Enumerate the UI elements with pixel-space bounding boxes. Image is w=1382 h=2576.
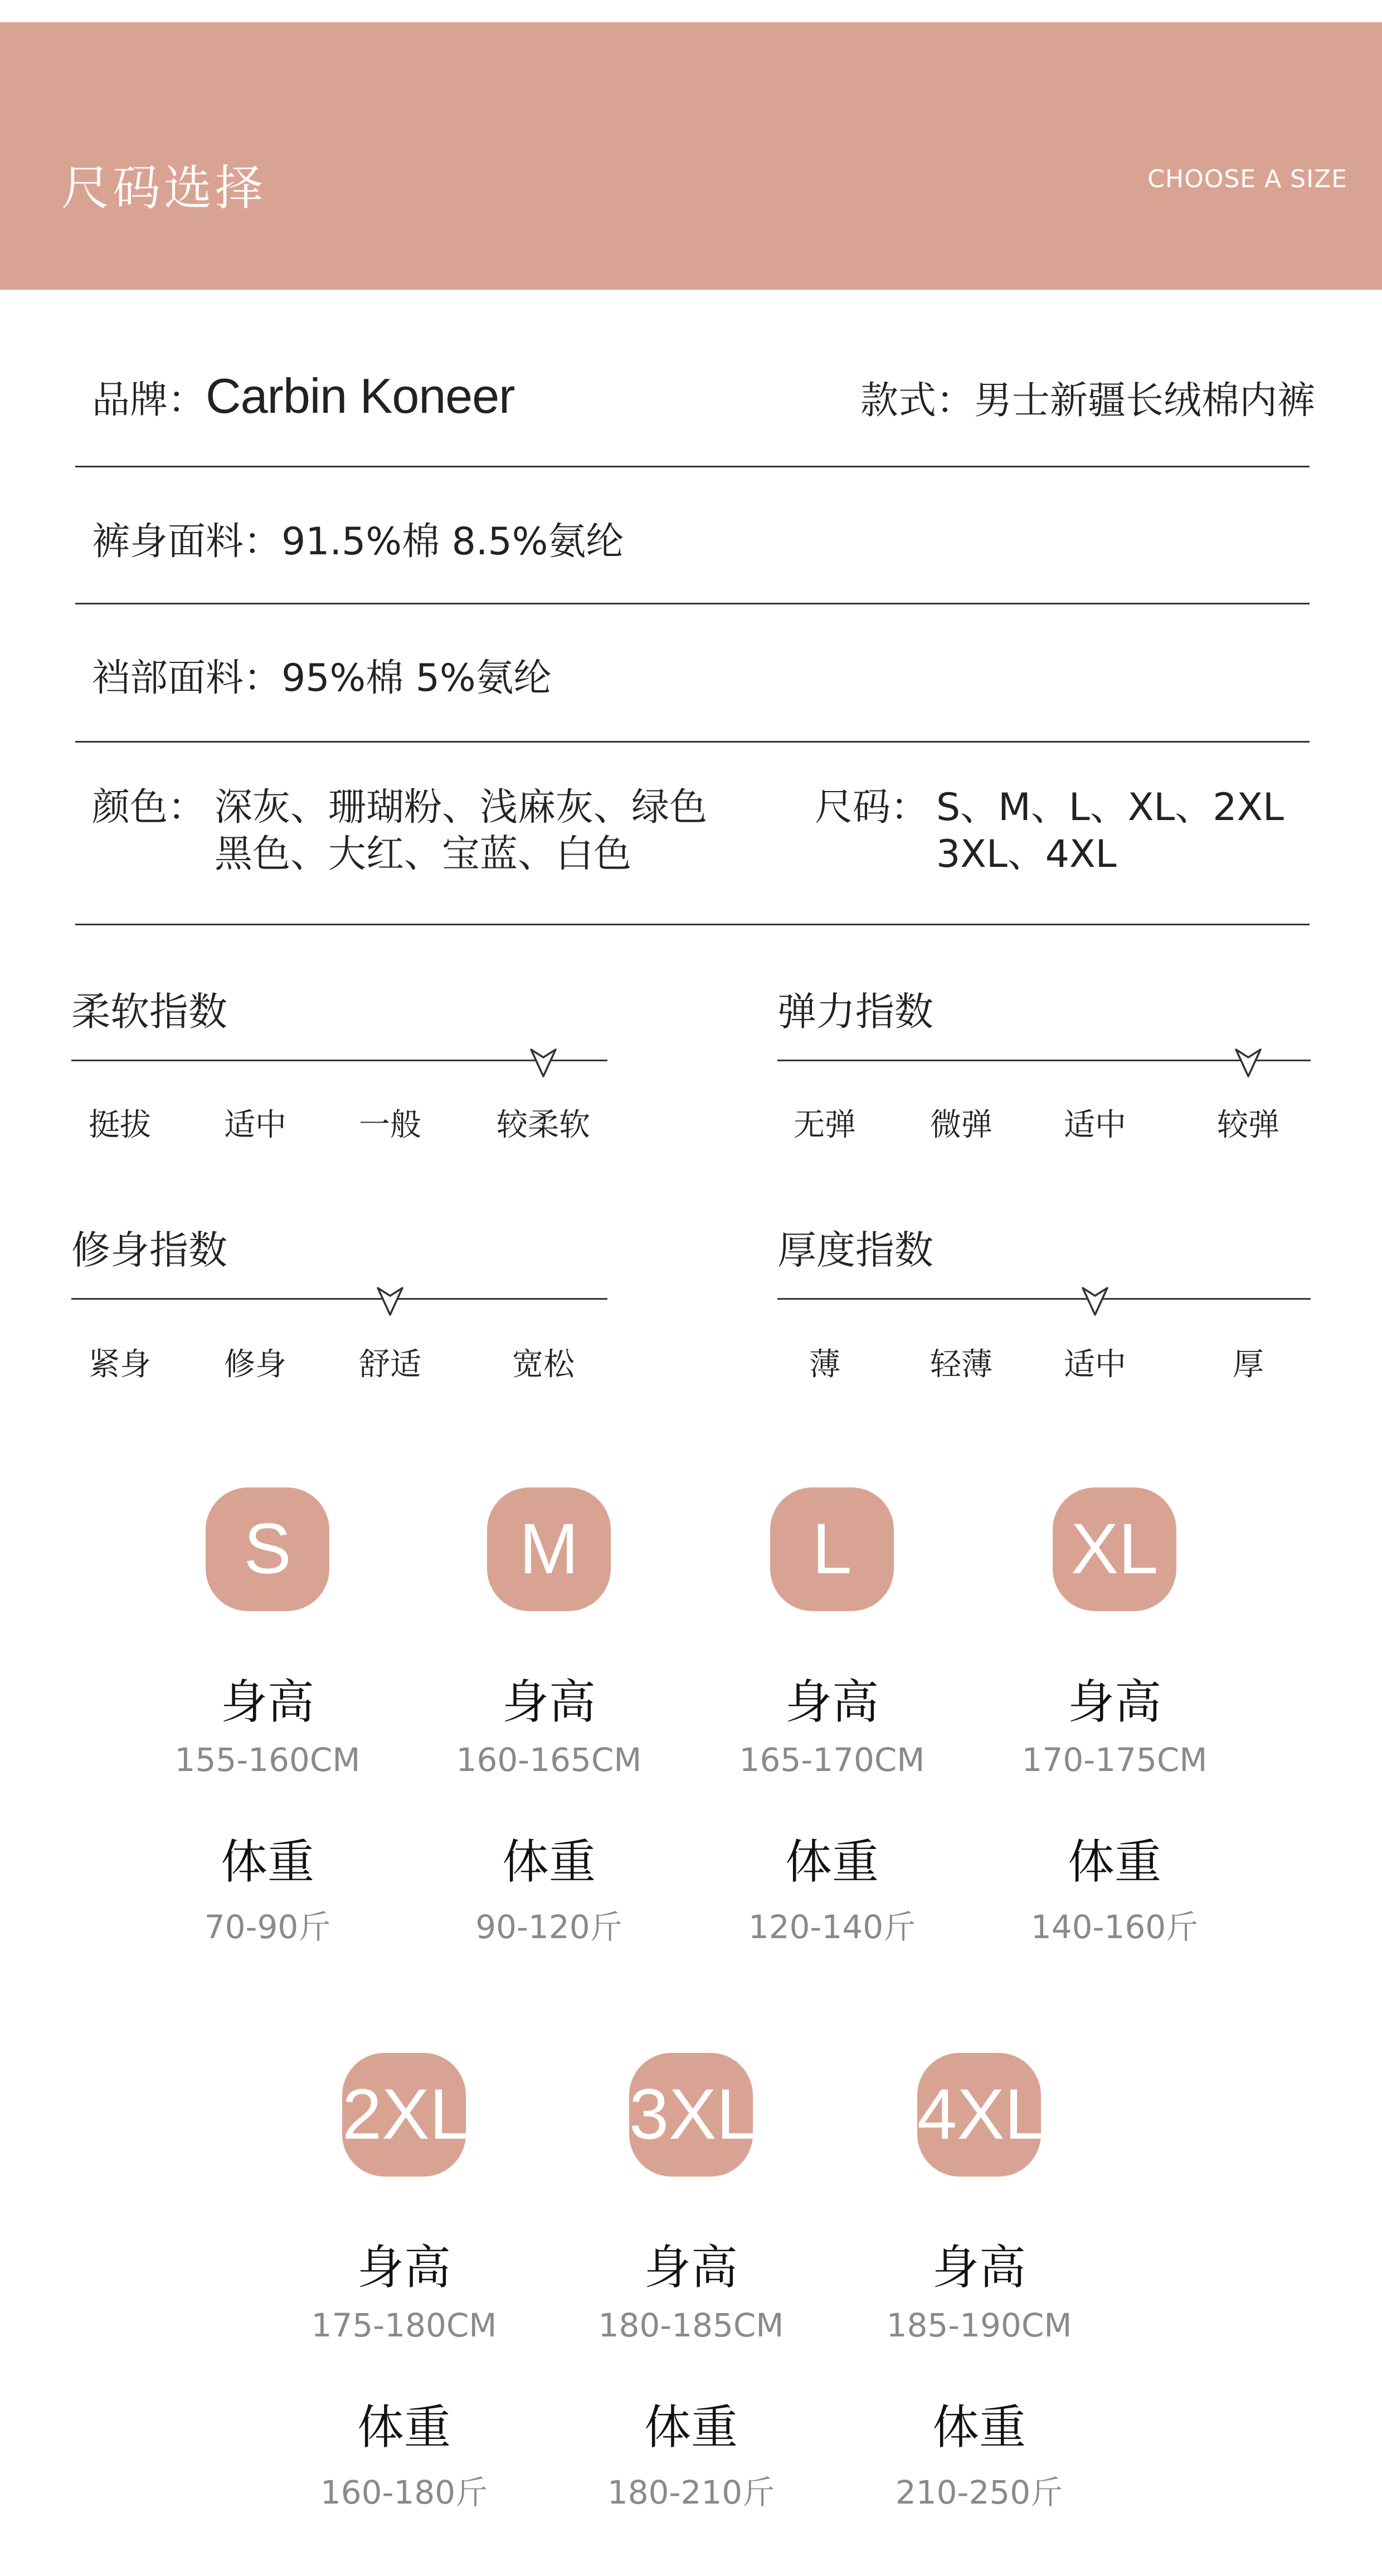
body-fabric-value: 91.5%棉 8.5%氨纶 — [281, 520, 624, 564]
brand-name: Carbin Koneer — [206, 368, 515, 423]
weight-label: 体重 — [932, 2400, 1026, 2455]
index-option-label: 无弹 — [794, 1107, 856, 1143]
size-line-1: S、M、L、XL、2XL — [936, 786, 1284, 830]
height-label: 身高 — [932, 2240, 1026, 2295]
index-title: 厚度指数 — [777, 1227, 933, 1273]
weight-label: 体重 — [644, 2400, 738, 2455]
index-option-label: 修身 — [224, 1346, 286, 1383]
height-value: 155-160CM — [174, 1741, 361, 1779]
size-line-2: 3XL、4XL — [936, 832, 1117, 876]
divider — [75, 603, 1310, 604]
index-scale-line — [777, 1298, 1311, 1300]
size-badge: L — [770, 1487, 894, 1611]
divider — [75, 924, 1310, 925]
waist-fabric-label: 裆部面料： — [92, 656, 282, 700]
index-option-label: 薄 — [809, 1346, 840, 1383]
index-scale-line — [71, 1298, 607, 1300]
weight-value: 210-250斤 — [895, 2473, 1063, 2511]
weight-label: 体重 — [357, 2400, 451, 2455]
weight-value: 180-210斤 — [607, 2473, 775, 2511]
weight-label: 体重 — [502, 1835, 596, 1889]
index-option-label: 紧身 — [89, 1346, 151, 1383]
size-badge: 3XL — [629, 2053, 753, 2177]
weight-value: 140-160斤 — [1030, 1908, 1199, 1946]
index-option-label: 较柔软 — [497, 1107, 590, 1143]
selection-marker-icon — [1234, 1047, 1263, 1079]
height-value: 175-180CM — [311, 2306, 497, 2344]
header-banner — [0, 22, 1382, 290]
waist-fabric-row — [92, 648, 552, 702]
index-option-label: 厚 — [1233, 1346, 1264, 1383]
index-scale-line — [71, 1060, 607, 1061]
index-option-label: 宽松 — [512, 1346, 575, 1383]
brand-label: 品牌： — [92, 378, 206, 422]
weight-value: 120-140斤 — [748, 1908, 916, 1946]
index-title: 弹力指数 — [777, 989, 933, 1035]
index-option-label: 舒适 — [359, 1346, 421, 1383]
index-title: 柔软指数 — [71, 989, 227, 1035]
height-value: 185-190CM — [886, 2306, 1072, 2344]
color-values — [215, 784, 707, 878]
height-label: 身高 — [220, 1675, 315, 1729]
divider — [75, 466, 1310, 467]
height-value: 160-165CM — [456, 1741, 642, 1779]
page-title: 尺码选择 — [61, 160, 266, 216]
body-fabric-label: 裤身面料： — [92, 520, 282, 564]
weight-label: 体重 — [785, 1835, 879, 1889]
style-label: 款式： — [860, 379, 974, 423]
style-value: 男士新疆长绒棉内裤 — [974, 379, 1315, 423]
size-label: 尺码： — [815, 786, 929, 830]
height-label: 身高 — [357, 2240, 451, 2295]
index-option-label: 挺拔 — [89, 1107, 151, 1143]
color-label: 颜色： — [92, 786, 206, 830]
index-option-label: 适中 — [224, 1107, 286, 1143]
height-label: 身高 — [785, 1675, 879, 1729]
size-badge: M — [487, 1487, 611, 1611]
color-line-2: 黑色、大红、宝蓝、白色 — [215, 832, 632, 876]
height-value: 170-175CM — [1021, 1741, 1208, 1779]
weight-value: 70-90斤 — [204, 1908, 331, 1946]
color-line-1: 深灰、珊瑚粉、浅麻灰、绿色 — [215, 786, 708, 830]
height-value: 165-170CM — [739, 1741, 925, 1779]
index-option-label: 较弹 — [1217, 1107, 1279, 1143]
size-values — [936, 784, 1284, 878]
selection-marker-icon — [376, 1286, 405, 1317]
height-value: 180-185CM — [598, 2306, 784, 2344]
index-option-label: 适中 — [1064, 1346, 1126, 1383]
size-badge: XL — [1053, 1487, 1176, 1611]
size-badge: 4XL — [917, 2053, 1041, 2177]
weight-value: 90-120斤 — [475, 1908, 622, 1946]
index-option-label: 一般 — [359, 1107, 421, 1143]
selection-marker-icon — [1081, 1286, 1110, 1317]
index-scale-line — [777, 1060, 1311, 1061]
weight-value: 160-180斤 — [320, 2473, 488, 2511]
body-fabric-row — [92, 511, 624, 565]
waist-fabric-value: 95%棉 5%氨纶 — [281, 656, 552, 700]
index-title: 修身指数 — [71, 1227, 227, 1273]
index-option-label: 适中 — [1064, 1107, 1126, 1143]
weight-label: 体重 — [1067, 1835, 1162, 1889]
selection-marker-icon — [529, 1047, 558, 1079]
divider — [75, 741, 1310, 743]
height-label: 身高 — [1067, 1675, 1162, 1729]
index-option-label: 轻薄 — [930, 1346, 992, 1383]
height-label: 身高 — [644, 2240, 738, 2295]
page-subtitle: CHOOSE A SIZE — [1147, 165, 1347, 193]
style-row — [860, 370, 1315, 425]
weight-label: 体重 — [220, 1835, 315, 1889]
index-option-label: 微弹 — [930, 1107, 992, 1143]
size-badge: S — [206, 1487, 329, 1611]
size-badge: 2XL — [342, 2053, 466, 2177]
brand-row — [92, 368, 514, 425]
height-label: 身高 — [502, 1675, 596, 1729]
